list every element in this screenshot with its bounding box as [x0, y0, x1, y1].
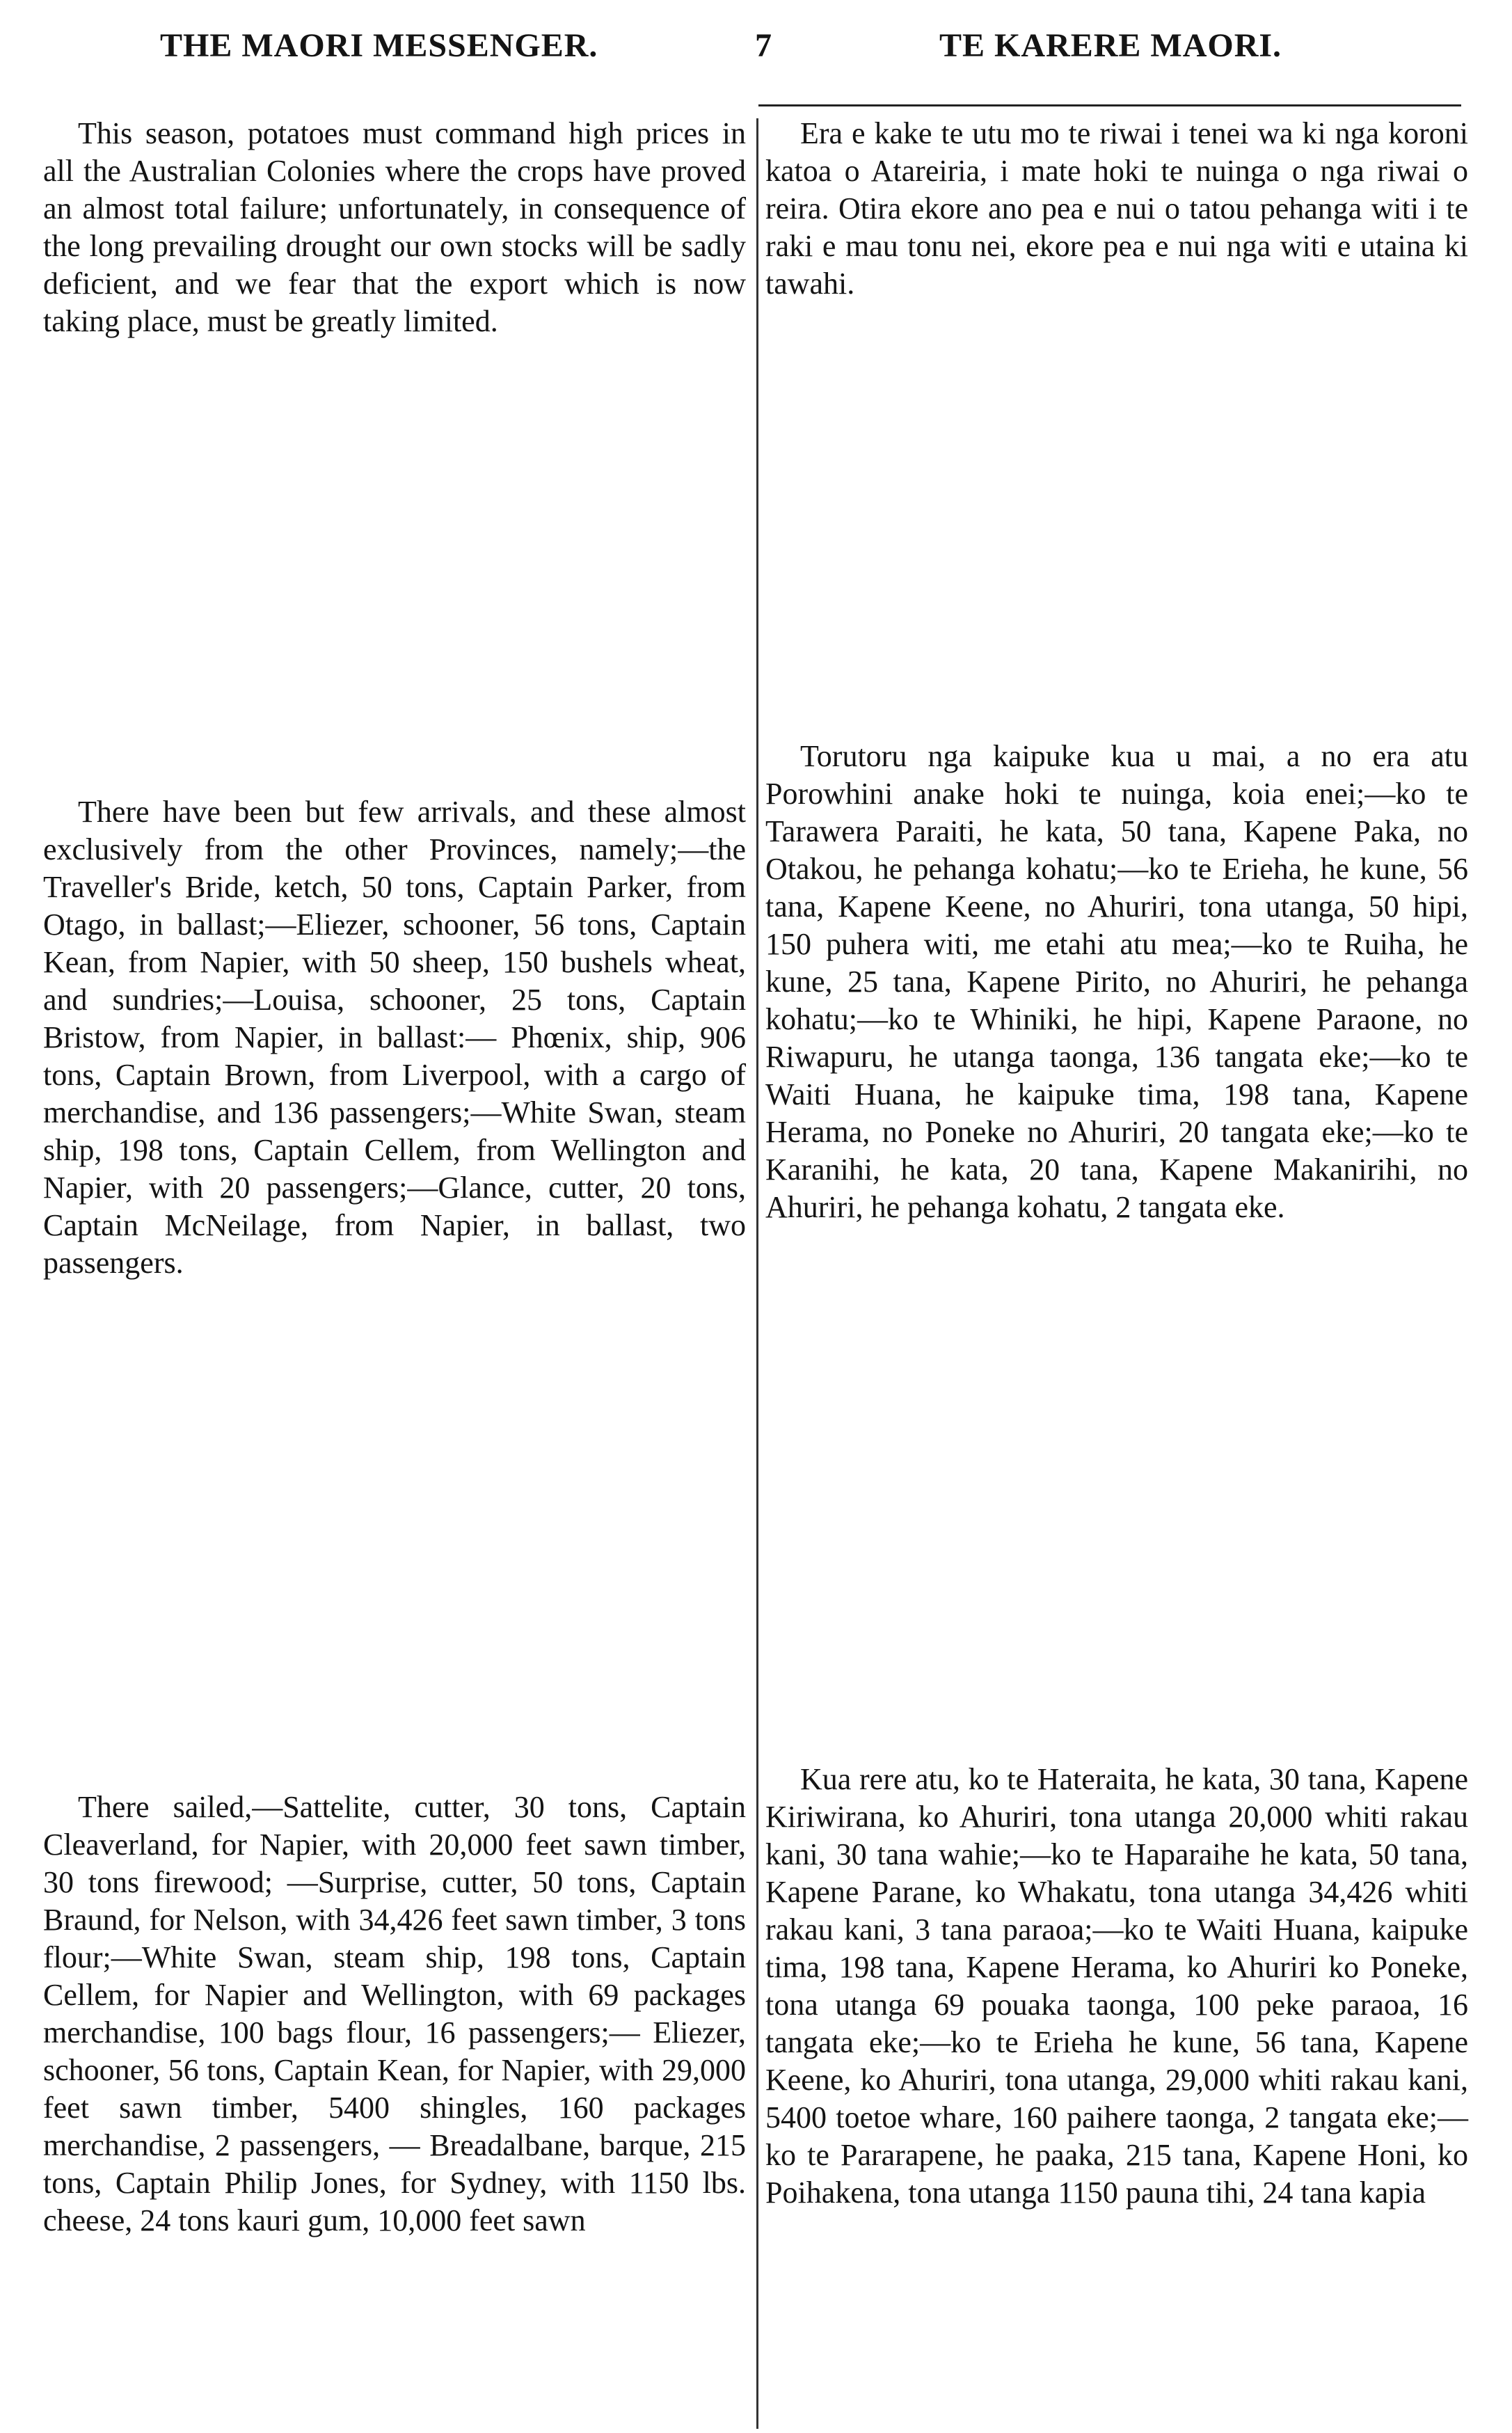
paragraph-kaipuke-maori: Torutoru nga kaipuke kua u mai, a no era atu Porowhini anake hoki te nuinga, koia enei;—ko te Tarawera Paraiti, he kata, 50 tana, Kapene Paka, no Otakou, he pehanga kohatu;—ko te Erieha, he kune, 56 tana, Kapene Keene, no Ahuriri, tona utanga, 50 hipi, 150 puhera witi, me etahi atu mea;—ko te Ruiha, he kune, 25 tana, Kapene Pirito, no Ahuriri, he pehanga kohatu;—ko te Whiniki, he hipi, Kapene Paraone, no Riwapuru, he utanga taonga, 136 tangata eke;—ko te Waiti Huana, he kaipuke tima, 198 tana, Kapene Herama, no Poneke no Ahuriri, 20 tangata eke;—ko te Karanihi, he kata, 20 tana, Kapene Makanirihi, no Ahuriri, he pehanga kohatu, 2 tangata eke. [765, 739, 1468, 1224]
maori-masthead: TE KARERE MAORI. [939, 27, 1282, 64]
paragraph-rere-maori: Kua rere atu, ko te Hateraita, he kata, 30 tana, Kapene Kiriwirana, ko Ahuriri, tona utanga 20,000 whiti rakau kani, 30 tana wahie;—ko te Haparaihe he kata, 50 tana, Kapene Parane, ko Whakatu, tona utanga 34,426 whiti rakau kani, 3 tana paraoa;—ko te Waiti Huana, kaipuke tima, 198 tana, Kapene Herama, ko Ahuriri ko Poneke, tona utanga 69 pouaka taonga, 100 peke paraoa, 16 tangata eke;—ko te Erieha he kune, 56 tana, Kapene Keene, ko Ahuriri, tona utanga, 29,000 whiti rakau kani, 5400 toetoe whare, 160 paihere taonga, 2 tangata eke;—ko te Pararapene, he paaka, 215 tana, Kapene Honi, ko Poihakena, tona utanga 1150 pauna tihi, 24 tana kapia [765, 1762, 1468, 2210]
page-header [0, 26, 1512, 89]
paragraph-sailed-english: There sailed,—Sattelite, cutter, 30 tons, Captain Cleaverland, for Napier, with 20,000 feet sawn timber, 30 tons firewood; —Surprise, cutter, 50 tons, Captain Braund, for Nelson, with 34,426 feet sawn timber, 3 tons flour;—White Swan, steam ship, 198 tons, Captain Cellem, for Napier and Wellington, with 69 packages merchandise, 100 bags flour, 16 passengers;— Eliezer, schooner, 56 tons, Captain Kean, for Napier, with 29,000 feet sawn timber, 5400 shingles, 160 packages merchandise, 2 passengers, — Breadalbane, barque, 215 tons, Captain Philip Jones, for Sydney, with 1150 lbs. cheese, 24 tons kauri gum, 10,000 feet sawn [43, 1790, 746, 2237]
column-divider [756, 118, 758, 2429]
paragraph-potatoes-english: This season, potatoes must command high prices in all the Australian Colonies where the crops have proved an almost total failure; unfortunately, in consequence of the long prevailing drought our own stocks will be sadly deficient, and we fear that the export which is now taking place, must be greatly limited. [43, 116, 746, 338]
paragraph-riwai-maori: Era e kake te utu mo te riwai i tenei wa ki nga koroni katoa o Atareiria, i mate hoki te nuinga o nga riwai o reira. Otira ekore ano pea e nui o tatou pehanga witi i te raki e mau tonu nei, ekore pea e nui nga witi e utaina ki tawahi. [765, 116, 1468, 301]
paragraph-arrivals-english: There have been but few arrivals, and these almost exclusively from the other Provinces, namely;—the Traveller's Bride, ketch, 50 tons, Captain Parker, from Otago, in ballast;—Eliezer, schooner, 56 tons, Captain Kean, from Napier, with 50 sheep, 150 bushels wheat, and sundries;—Louisa, schooner, 25 tons, Captain Bristow, from Napier, in ballast:— Phœnix, ship, 906 tons, Captain Brown, from Liverpool, with a cargo of merchandise, and 136 passengers;—White Swan, steam ship, 198 tons, Captain Cellem, from Wellington and Napier, with 20 passengers;—Glance, cutter, 20 tons, Captain McNeilage, from Napier, in ballast, two passengers. [43, 795, 746, 1280]
english-masthead: THE MAORI MESSENGER. [160, 27, 598, 64]
page-number: 7 [755, 27, 772, 64]
header-rule [758, 104, 1461, 106]
